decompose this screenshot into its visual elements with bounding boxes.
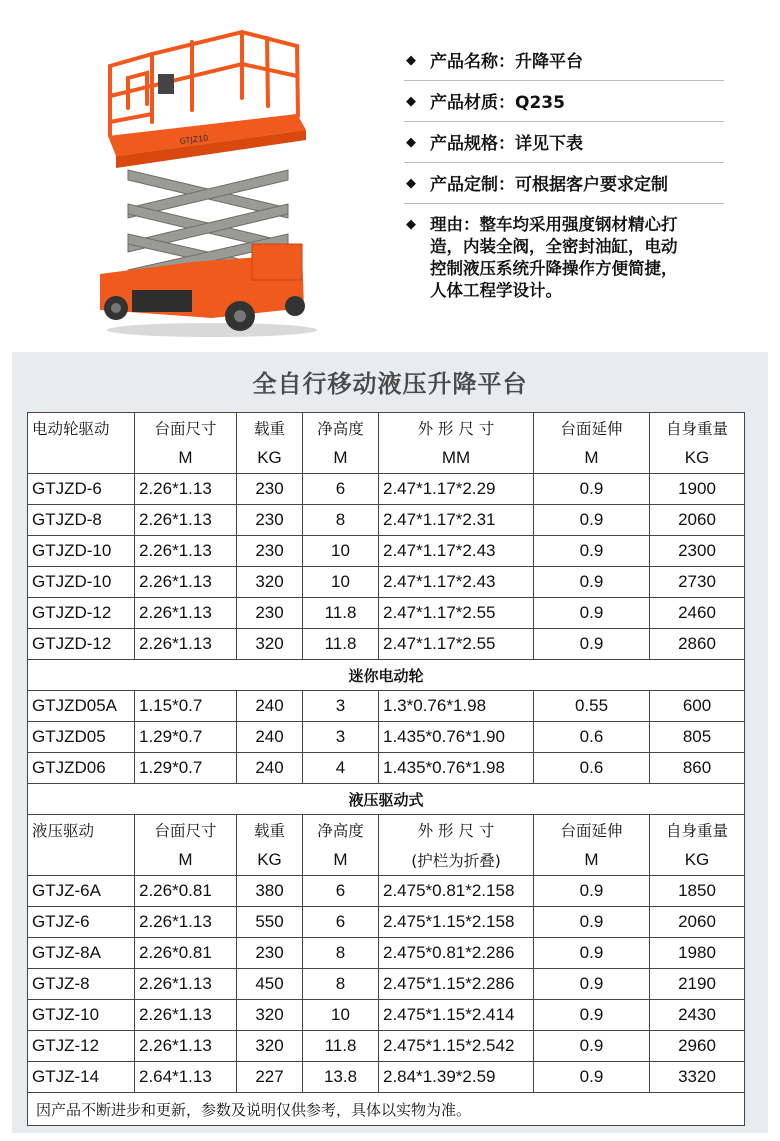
table-cell: 0.55 [534,691,650,722]
spec-text: 产品规格：详见下表 [430,134,583,154]
table-cell: GTJZD06 [28,753,135,784]
column-unit [28,845,135,876]
table-cell: GTJZ-12 [28,1031,135,1062]
table-units-row [28,845,745,876]
section-row [28,784,745,815]
table-cell: 1.435*0.76*1.90 [379,722,534,753]
table-cell: 0.9 [534,567,650,598]
column-header: 自身重量 [650,413,745,444]
table-row [28,1000,745,1031]
table-cell: 0.9 [534,938,650,969]
table-cell: 450 [237,969,303,1000]
table-cell: GTJZD-12 [28,629,135,660]
table-cell: 2.26*1.13 [135,474,237,505]
spec-item [404,132,724,163]
table-cell: 0.9 [534,1031,650,1062]
table-cell: 2060 [650,907,745,938]
table-cell: 2.47*1.17*2.43 [379,567,534,598]
diamond-bullet-icon: ◆ [406,94,416,109]
table-cell: 2.84*1.39*2.59 [379,1062,534,1093]
table-cell: GTJZ-8A [28,938,135,969]
table-cell: GTJZ-14 [28,1062,135,1093]
table-cell: 2.26*1.13 [135,567,237,598]
column-unit: M [534,443,650,474]
table-cell: 1.29*0.7 [135,753,237,784]
table-cell: 320 [237,629,303,660]
table-row [28,505,745,536]
table-cell: 10 [303,567,379,598]
table-cell: 2.47*1.17*2.55 [379,598,534,629]
column-header: 净高度 [303,815,379,846]
table-cell: 2.475*1.15*2.158 [379,907,534,938]
table-cell: 2060 [650,505,745,536]
table-row [28,938,745,969]
table-cell: GTJZ-8 [28,969,135,1000]
table-cell: 320 [237,1031,303,1062]
table-cell: 805 [650,722,745,753]
spec-list [404,50,724,318]
table-cell: 1980 [650,938,745,969]
table-cell: 550 [237,907,303,938]
table-cell: 2960 [650,1031,745,1062]
table-cell: 0.9 [534,536,650,567]
scissor-lift-image [92,18,322,340]
table-cell: 2.26*1.13 [135,907,237,938]
table-cell: 6 [303,876,379,907]
section-row [28,660,745,691]
table-cell: 2.26*1.13 [135,598,237,629]
table-row [28,598,745,629]
table-cell: 2860 [650,629,745,660]
table-cell: 6 [303,907,379,938]
table-cell: 10 [303,536,379,567]
table-cell: 0.6 [534,753,650,784]
table-cell: 0.9 [534,474,650,505]
table-title: 全自行移动液压升降平台 [252,370,528,398]
table-units-row [28,443,745,474]
table-cell: 0.9 [534,629,650,660]
table-row [28,536,745,567]
reason-line: 理由：整车均采用强度钢材精心打 [430,215,678,234]
table-cell: 0.9 [534,876,650,907]
table-cell: GTJZD-10 [28,567,135,598]
table-row [28,876,745,907]
table-cell: 8 [303,938,379,969]
table-cell: 0.9 [534,907,650,938]
table-cell: 2.47*1.17*2.31 [379,505,534,536]
table-cell: 1.435*0.76*1.98 [379,753,534,784]
column-header: 载重 [237,815,303,846]
table-cell: GTJZD-8 [28,505,135,536]
table-cell: 2.475*0.81*2.286 [379,938,534,969]
reason-line: 造，内装全阀，全密封油缸，电动 [430,237,678,256]
column-header: 台面延伸 [534,413,650,444]
column-unit: KG [237,443,303,474]
table-cell: 8 [303,969,379,1000]
table-cell: 2.26*1.13 [135,629,237,660]
reason-line: 人体工程学设计。 [430,281,562,300]
table-row [28,567,745,598]
column-header: 台面尺寸 [135,815,237,846]
table-cell: 230 [237,938,303,969]
table-cell: 10 [303,1000,379,1031]
table-row [28,722,745,753]
diamond-bullet-icon: ◆ [406,53,416,68]
spec-table [27,412,745,1126]
spec-item [404,91,724,122]
footnote: 因产品不断进步和更新，参数及说明仅供参考，具体以实物为准。 [28,1093,745,1126]
table-cell: 2.26*1.13 [135,1000,237,1031]
table-cell: 2.26*0.81 [135,938,237,969]
table-row [28,753,745,784]
table-cell: 11.8 [303,629,379,660]
column-unit: KG [650,443,745,474]
table-row [28,1031,745,1062]
table-cell: 2.26*0.81 [135,876,237,907]
column-unit [28,443,135,474]
table-cell: 230 [237,598,303,629]
column-header: 净高度 [303,413,379,444]
table-cell: 6 [303,474,379,505]
table-row [28,969,745,1000]
table-cell: 240 [237,753,303,784]
table-cell: 2.26*1.13 [135,536,237,567]
table-cell: 0.9 [534,1062,650,1093]
table-cell: 2.475*1.15*2.542 [379,1031,534,1062]
table-cell: 230 [237,474,303,505]
table-cell: 240 [237,722,303,753]
table-cell: GTJZ-6A [28,876,135,907]
table-cell: GTJZ-6 [28,907,135,938]
column-unit: KG [650,845,745,876]
table-row [28,1062,745,1093]
table-cell: 227 [237,1062,303,1093]
table-cell: GTJZD05A [28,691,135,722]
table-cell: 11.8 [303,1031,379,1062]
table-cell: 3 [303,722,379,753]
table-cell: GTJZ-10 [28,1000,135,1031]
reason-line: 控制液压系统升降操作方便简捷， [430,259,678,278]
spec-text: 产品名称：升降平台 [430,52,583,72]
table-header-row [28,815,745,846]
table-cell: 3320 [650,1062,745,1093]
column-header: 液压驱动 [28,815,135,846]
column-unit: MM [379,443,534,474]
spec-item [404,173,724,204]
table-cell: 240 [237,691,303,722]
table-cell: GTJZD05 [28,722,135,753]
table-cell: GTJZD-10 [28,536,135,567]
diamond-bullet-icon: ◆ [406,176,416,191]
column-header: 台面延伸 [534,815,650,846]
table-cell: 0.9 [534,1000,650,1031]
table-cell: 2.47*1.17*2.55 [379,629,534,660]
column-header: 台面尺寸 [135,413,237,444]
table-cell: 230 [237,505,303,536]
table-cell: 4 [303,753,379,784]
table-cell: 2730 [650,567,745,598]
table-cell: 13.8 [303,1062,379,1093]
column-unit: M [135,443,237,474]
table-cell: 0.9 [534,598,650,629]
column-header: 外 形 尺 寸 [379,413,534,444]
column-header: 外 形 尺 寸 [379,815,534,846]
table-cell: 2.64*1.13 [135,1062,237,1093]
column-unit: M [303,443,379,474]
diamond-bullet-icon: ◆ [406,217,416,232]
table-cell: GTJZD-6 [28,474,135,505]
table-cell: 0.6 [534,722,650,753]
spec-item [404,50,724,81]
table-cell: 2430 [650,1000,745,1031]
table-cell: 2.475*0.81*2.158 [379,876,534,907]
spec-text: 产品定制：可根据客户要求定制 [430,175,668,195]
table-cell: 600 [650,691,745,722]
column-unit: M [135,845,237,876]
table-cell: 0.9 [534,969,650,1000]
column-header: 电动轮驱动 [28,413,135,444]
table-cell: 2300 [650,536,745,567]
table-cell: 860 [650,753,745,784]
model-label: GTJZ10 [179,133,209,146]
table-cell: 0.9 [534,505,650,536]
table-cell: 230 [237,536,303,567]
table-cell: 3 [303,691,379,722]
table-cell: GTJZD-12 [28,598,135,629]
table-row [28,691,745,722]
table-cell: 1.15*0.7 [135,691,237,722]
column-unit: KG [237,845,303,876]
note-row [28,1093,745,1126]
section-heading: 迷你电动轮 [28,660,745,691]
column-header: 载重 [237,413,303,444]
table-cell: 2.26*1.13 [135,1031,237,1062]
table-cell: 2.475*1.15*2.414 [379,1000,534,1031]
table-cell: 2190 [650,969,745,1000]
table-cell: 1.3*0.76*1.98 [379,691,534,722]
spec-text: 产品材质：Q235 [430,93,565,113]
spec-table-panel [12,352,768,1133]
table-row [28,629,745,660]
table-cell: 2460 [650,598,745,629]
table-cell: 1900 [650,474,745,505]
table-cell: 2.475*1.15*2.286 [379,969,534,1000]
table-cell: 1.29*0.7 [135,722,237,753]
table-cell: 11.8 [303,598,379,629]
table-cell: 320 [237,1000,303,1031]
table-cell: 2.26*1.13 [135,505,237,536]
table-row [28,907,745,938]
column-unit: M [303,845,379,876]
table-cell: 2.47*1.17*2.29 [379,474,534,505]
table-cell: 320 [237,567,303,598]
table-header-row [28,413,745,444]
table-cell: 8 [303,505,379,536]
column-unit: M [534,845,650,876]
table-cell: 2.47*1.17*2.43 [379,536,534,567]
table-row [28,474,745,505]
section-heading: 液压驱动式 [28,784,745,815]
diamond-bullet-icon: ◆ [406,135,416,150]
table-cell: 2.26*1.13 [135,969,237,1000]
column-unit: (护栏为折叠) [379,845,534,876]
reason-item [404,214,724,308]
table-cell: 380 [237,876,303,907]
column-header: 自身重量 [650,815,745,846]
table-cell: 1850 [650,876,745,907]
